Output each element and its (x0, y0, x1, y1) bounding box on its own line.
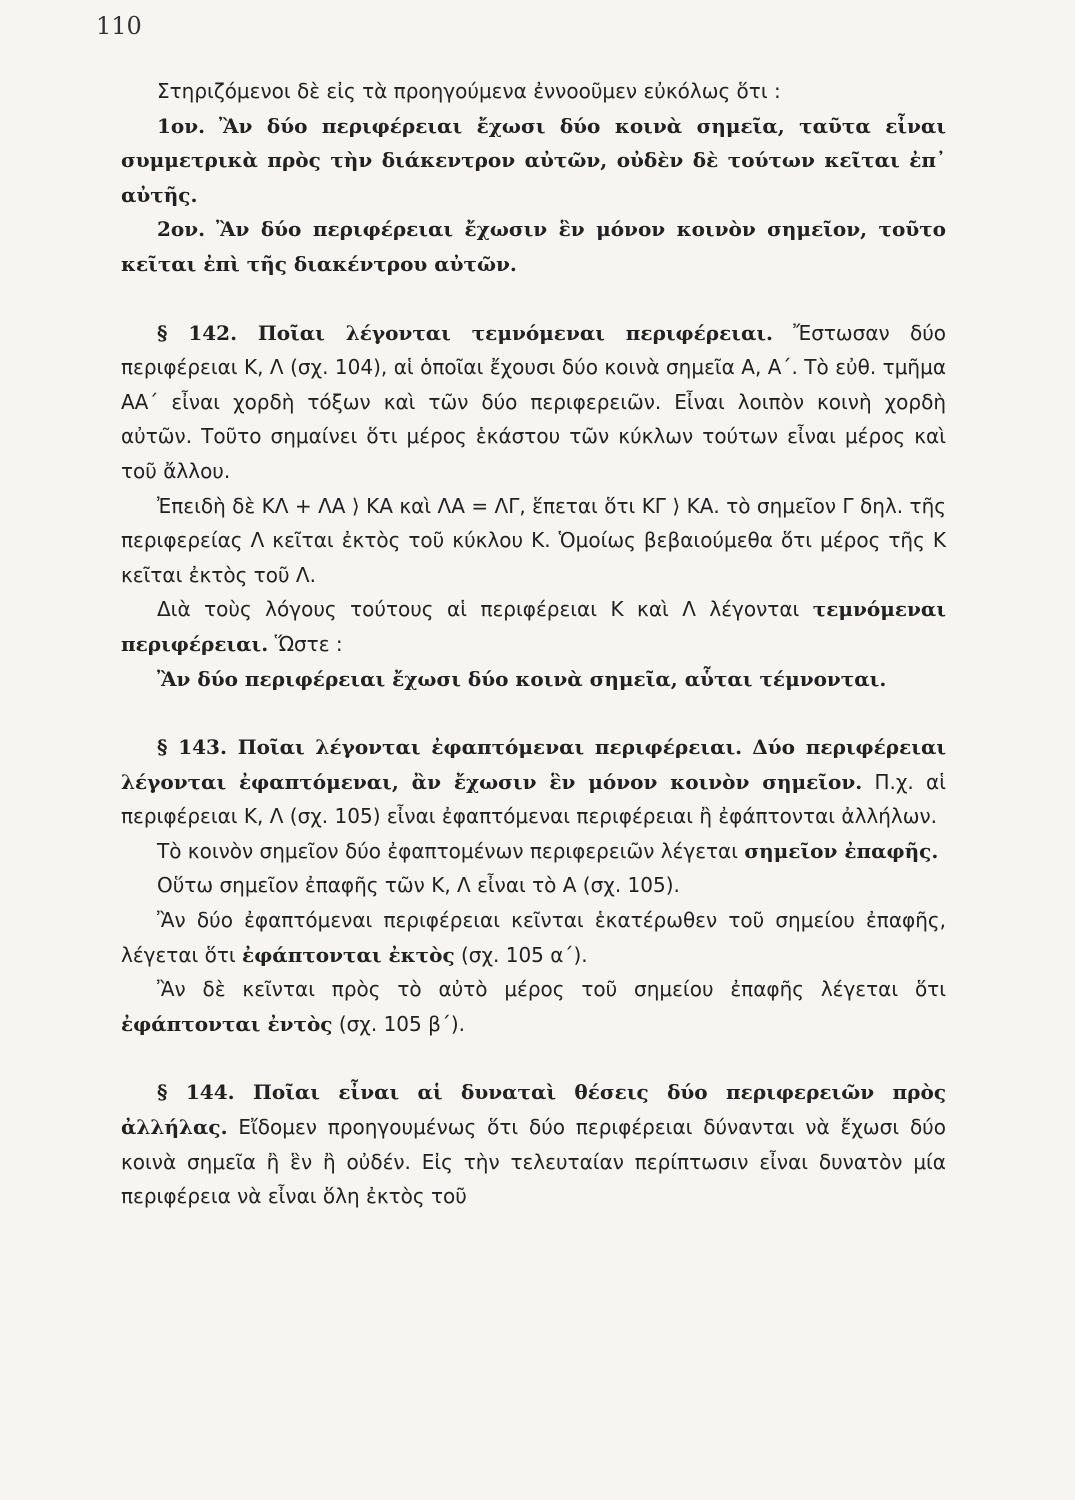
spacer (121, 282, 946, 316)
section-143-paragraph-2-text: Τὸ κοινὸν σημεῖον δύο ἐφαπτομένων περιφερειῶν λέγεται (157, 838, 739, 863)
section-143 (121, 730, 946, 834)
section-142-term: τεμνόμεναι περιφέρειαι. (121, 597, 946, 656)
statement-1 (121, 109, 946, 213)
section-143-paragraph-5-text: Ἂν δὲ κεῖνται πρὸς τὸ αὐτὸ μέρος τοῦ σημείου ἐπαφῆς λέγεται ὅτι (157, 977, 946, 1002)
section-142-rule (121, 662, 946, 697)
section-143-paragraph-5 (121, 972, 946, 1041)
statement-2-text: Ἂν δύο περιφέρειαι ἔχωσιν ἓν μόνον κοινὸν σημεῖον, τοῦτο κεῖται ἐπὶ τῆς διακέντρου αὐτῶν. (121, 217, 946, 276)
section-143-paragraph-3 (121, 868, 946, 903)
section-142-paragraph-2-text: Ἐπειδὴ δὲ ΚΛ + ΛΑ ⟩ ΚΑ καὶ ΛΑ = ΛΓ, ἕπεται ὅτι ΚΓ ⟩ ΚΑ. τὸ σημεῖον Γ δηλ. τῆς περιφερείας Λ κεῖται ἐκτὸς τοῦ κύκλου Κ. Ὁμοίως βεβαιούμεθα ὅτι μέρος τῆς Κ κεῖται ἐκτὸς τοῦ Λ. (121, 493, 946, 587)
spacer (121, 1041, 946, 1075)
section-143-title: § 143. Ποῖαι λέγονται ἐφαπτόμεναι περιφέρειαι. (157, 735, 743, 760)
section-143-paragraph-2 (121, 834, 946, 869)
intro-paragraph (121, 74, 946, 109)
section-142-paragraph-3-end: Ὥστε : (274, 631, 343, 656)
page-number: 110 (96, 12, 142, 40)
section-144 (121, 1075, 946, 1213)
statement-2 (121, 212, 946, 281)
section-143-paragraph-3-text: Οὕτω σημεῖον ἐπαφῆς τῶν Κ, Λ εἶναι τὸ Α (σχ. 105). (157, 873, 680, 898)
section-143-paragraph-4-text: Ἂν δύο ἐφαπτόμεναι περιφέρειαι κεῖνται ἑκατέρωθεν τοῦ σημείου ἐπαφῆς, λέγεται ὅτι (121, 908, 946, 967)
section-143-external-term: ἐφάπτονται ἐκτὸς (242, 942, 455, 967)
section-142-paragraph-2 (121, 489, 946, 593)
section-142-paragraph-3 (121, 592, 946, 661)
section-142-title: § 142. Ποῖαι λέγονται τεμνόμεναι περιφέρειαι. (157, 320, 773, 345)
section-143-internal-term: ἐφάπτονται ἐντὸς (121, 1011, 333, 1036)
section-143-text: Π.χ. αἱ περιφέρειαι Κ, Λ (σχ. 105) εἶναι ἐφαπτόμεναι περιφέρειαι ἢ ἐφάπτονται ἀλλήλων. (121, 769, 946, 829)
section-143-definition: Δύο περιφέρειαι λέγονται ἐφαπτόμεναι, ἂν ἔχωσιν ἓν μόνον κοινὸν σημεῖον. (121, 735, 947, 794)
statement-1-text: Ἂν δύο περιφέρειαι ἔχωσι δύο κοινὰ σημεῖα, ταῦτα εἶναι συμμετρικὰ πρὸς τὴν διάκεντρον αὐτῶν, οὐδὲν δὲ τούτων κεῖται ἐπ᾿ αὐτῆς. (121, 113, 946, 207)
section-143-paragraph-4-end: (σχ. 105 α΄). (460, 942, 588, 967)
statement-1-number: 1ον. (157, 113, 206, 138)
section-143-paragraph-4 (121, 903, 946, 972)
page-body (121, 74, 946, 1214)
section-143-term: σημεῖον ἐπαφῆς. (744, 838, 939, 863)
section-142-text: Ἔστωσαν δύο περιφέρειαι Κ, Λ (σχ. 104), αἱ ὁποῖαι ἔχουσι δύο κοινὰ σημεῖα Α, Α΄. Τὸ εὐθ. τμῆμα ΑΑ΄ εἶναι χορδὴ τόξων καὶ τῶν δύο περιφερειῶν. Εἶναι λοιπὸν κοινὴ χορδὴ αὐτῶν. Τοῦτο σημαίνει ὅτι μέρος ἑκάστου τῶν κύκλων τούτων εἶναι μέρος καὶ τοῦ ἄλλου. (121, 320, 947, 483)
section-142-paragraph-3-text: Διὰ τοὺς λόγους τούτους αἱ περιφέρειαι Κ καὶ Λ λέγονται (157, 597, 800, 622)
section-142-rule-text: Ἂν δύο περιφέρειαι ἔχωσι δύο κοινὰ σημεῖα, αὗται τέμνονται. (157, 666, 887, 691)
section-144-text: Εἴδομεν προηγουμένως ὅτι δύο περιφέρειαι δύνανται νὰ ἔχωσι δύο κοινὰ σημεῖα ἢ ἓν ἢ οὐδέν. Εἰς τὴν τελευταίαν περίπτωσιν εἶναι δυνατὸν μία περιφέρεια νὰ εἶναι ὅλη ἐκτὸς τοῦ (121, 1115, 946, 1209)
intro-text: Στηριζόμενοι δὲ εἰς τὰ προηγούμενα ἐννοοῦμεν εὐκόλως ὅτι : (157, 79, 781, 103)
section-144-title: § 144. Ποῖαι εἶναι αἱ δυναταὶ θέσεις δύο περιφερειῶν πρὸς ἀλλήλας. (121, 1080, 946, 1140)
section-143-paragraph-5-end: (σχ. 105 β΄). (338, 1011, 466, 1036)
spacer (121, 696, 946, 730)
section-142 (121, 316, 946, 489)
statement-2-number: 2ον. (157, 217, 206, 242)
